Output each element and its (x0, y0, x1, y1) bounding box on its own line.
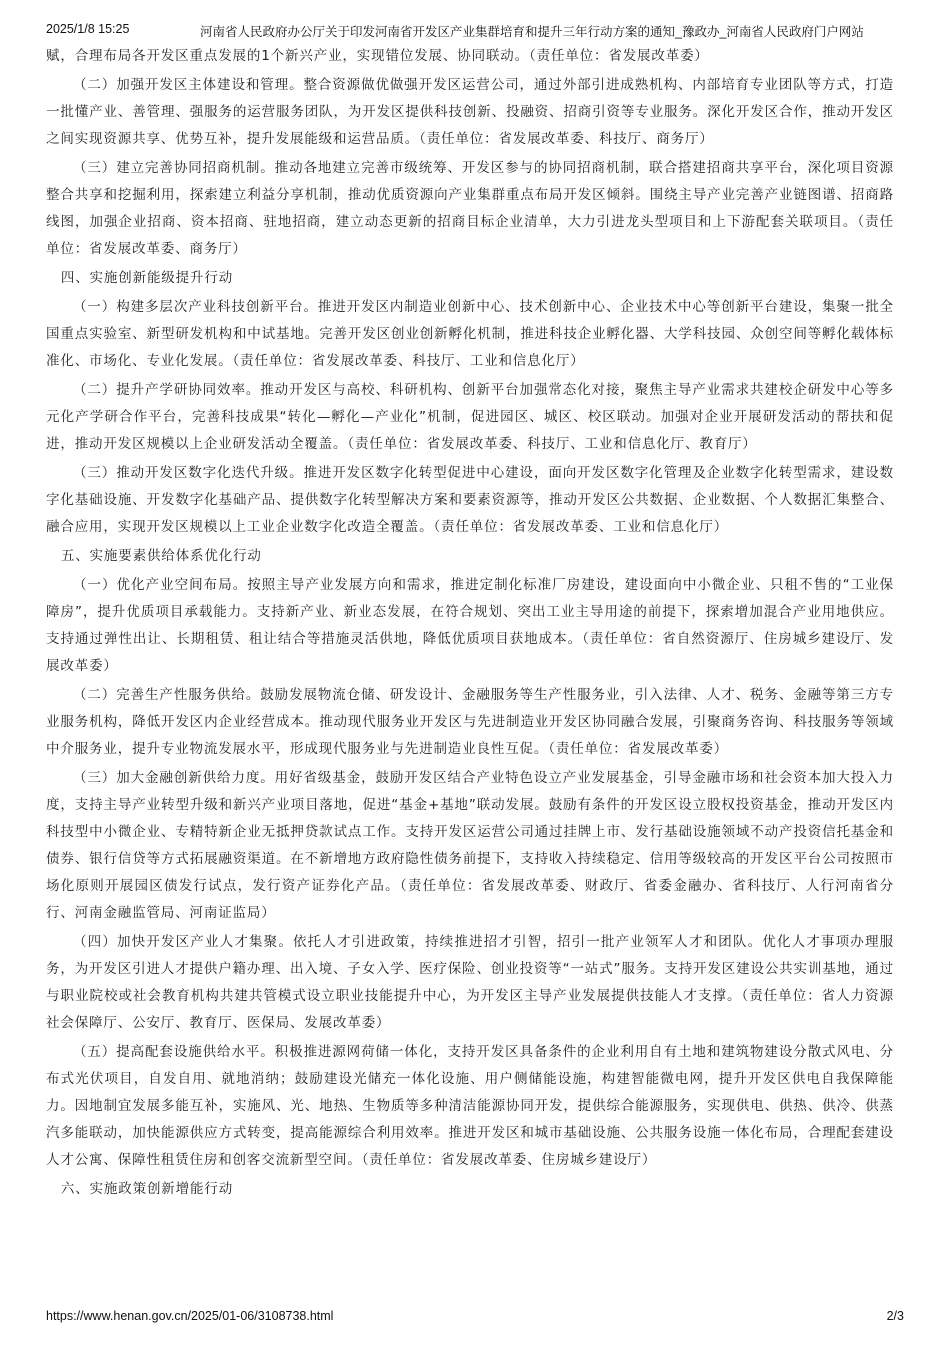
document-title: 河南省人民政府办公厅关于印发河南省开发区产业集群培育和提升三年行动方案的通知_豫政办_河南省人民政府门户网站 (200, 25, 864, 39)
print-footer (0, 1309, 950, 1327)
paragraph-item: （三）建立完善协同招商机制。推动各地建立完善市级统筹、开发区参与的协同招商机制，联合搭建招商共享平台，深化项目资源整合共享和挖掘利用，探索建立利益分享机制，推动优质资源向产业集群重点布局开发区倾斜。围绕主导产业完善产业链图谱、招商路线图，加强企业招商、资本招商、驻地招商，建立动态更新的招商目标企业清单，大力引进龙头型项目和上下游配套关联项目。（责任单位：省发展改革委、商务厅） (46, 160, 894, 257)
paragraph-item: （五）提高配套设施供给水平。积极推进源网荷储一体化，支持开发区具备条件的企业利用自有土地和建筑物建设分散式风电、分布式光伏项目，自发自用、就地消纳；鼓励建设光储充一体化设施、用户侧储能设施，构建智能微电网，提升开发区供电自我保障能力。因地制宜发展多能互补，实施风、光、地热、生物质等多种清洁能源协同开发，提供综合能源服务，实现供电、供热、供冷、供蒸汽多能联动，加快能源供应方式转变，提高能源综合利用效率。推进开发区和城市基础设施、公共服务设施一体化布局，合理配套建设人才公寓、保障性租赁住房和创客交流新型空间。（责任单位：省发展改革委、住房城乡建设厅） (46, 1044, 894, 1168)
article-body (46, 43, 894, 1205)
paragraph-item: （二）完善生产性服务供给。鼓励发展物流仓储、研发设计、金融服务等生产性服务业，引入法律、人才、税务、金融等第三方专业服务机构，降低开发区内企业经营成本。推动现代服务业开发区与先进制造业开发区协同融合发展，引聚商务咨询、科技服务等领域中介服务业，提升专业物流发展水平，形成现代服务业与先进制造业良性互促。（责任单位：省发展改革委） (46, 687, 894, 757)
paragraph-item: （二）提升产学研协同效率。推动开发区与高校、科研机构、创新平台加强常态化对接，聚焦主导产业需求共建校企研发中心等多元化产学研合作平台，完善科技成果“转化—孵化—产业化”机制，促进园区、城区、校区联动。加强对企业开展研发活动的帮扶和促进，推动开发区规模以上企业研发活动全覆盖。（责任单位：省发展改革委、科技厅、工业和信息化厅、教育厅） (46, 382, 894, 452)
page-number: 2/3 (886, 1309, 904, 1323)
section-heading: 五、实施要素供给体系优化行动 (60, 548, 262, 564)
paragraph-item: （三）加大金融创新供给力度。用好省级基金，鼓励开发区结合产业特色设立产业发展基金，引导金融市场和社会资本加大投入力度，支持主导产业转型升级和新兴产业项目落地，促进“基金+基地”联动发展。鼓励有条件的开发区设立股权投资基金，推动开发区内科技型中小微企业、专精特新企业无抵押贷款试点工作。支持开发区运营公司通过挂牌上市、发行基础设施领域不动产投资信托基金和债券、银行信贷等方式拓展融资渠道。在不新增地方政府隐性债务前提下，支持收入持续稳定、信用等级较高的开发区平台公司按照市场化原则开展园区债发行试点，发行资产证券化产品。（责任单位：省发展改革委、财政厅、省委金融办、省科技厅、人行河南省分行、河南金融监管局、河南证监局） (46, 770, 894, 921)
page-url: https://www.henan.gov.cn/2025/01-06/3108738.html (46, 1309, 334, 1323)
paragraph-item: （四）加快开发区产业人才集聚。依托人才引进政策，持续推进招才引智，招引一批产业领军人才和团队。优化人才事项办理服务，为开发区引进人才提供户籍办理、出入境、子女入学、医疗保险、创业投资等“一站式”服务。支持开发区建设公共实训基地，通过与职业院校或社会教育机构共建共管模式设立职业技能提升中心，为开发区主导产业发展提供技能人才支撑。（责任单位：省人力资源社会保障厅、公安厅、教育厅、医保局、发展改革委） (46, 934, 894, 1031)
paragraph-item: （一）优化产业空间布局。按照主导产业发展方向和需求，推进定制化标准厂房建设，建设面向中小微企业、只租不售的“工业保障房”，提升优质项目承载能力。支持新产业、新业态发展，在符合规划、突出工业主导用途的前提下，探索增加混合产业用地供应。支持通过弹性出让、长期租赁、租让结合等措施灵活供地，降低优质项目获地成本。（责任单位：省自然资源厅、住房城乡建设厅、发展改革委） (46, 577, 894, 674)
section-heading: 四、实施创新能级提升行动 (60, 270, 234, 286)
paragraph-item: （二）加强开发区主体建设和管理。整合资源做优做强开发区运营公司，通过外部引进成熟机构、内部培育专业团队等方式，打造一批懂产业、善管理、强服务的运营服务团队，为开发区提供科技创新、投融资、招商引资等专业服务。深化开发区合作，推动开发区之间实现资源共享、优势互补，提升发展能级和运营品质。（责任单位：省发展改革委、科技厅、商务厅） (46, 77, 894, 147)
paragraph-item: （三）推动开发区数字化迭代升级。推进开发区数字化转型促进中心建设，面向开发区数字化管理及企业数字化转型需求，建设数字化基础设施、开发数字化基础产品、提供数字化转型解决方案和要素资源等，推动开发区公共数据、企业数据、个人数据汇集整合、融合应用，实现开发区规模以上工业企业数字化改造全覆盖。（责任单位：省发展改革委、工业和信息化厅） (46, 465, 894, 535)
print-header (0, 22, 950, 42)
paragraph-continuation: 赋，合理布局各开发区重点发展的1个新兴产业，实现错位发展、协同联动。（责任单位：省发展改革委） (46, 48, 709, 64)
print-datetime: 2025/1/8 15:25 (46, 22, 130, 36)
paragraph-item: （一）构建多层次产业科技创新平台。推进开发区内制造业创新中心、技术创新中心、企业技术中心等创新平台建设，集聚一批全国重点实验室、新型研发机构和中试基地。完善开发区创业创新孵化机制，推进科技企业孵化器、大学科技园、众创空间等孵化载体标准化、市场化、专业化发展。（责任单位：省发展改革委、科技厅、工业和信息化厅） (46, 299, 894, 369)
section-heading: 六、实施政策创新增能行动 (60, 1181, 234, 1197)
